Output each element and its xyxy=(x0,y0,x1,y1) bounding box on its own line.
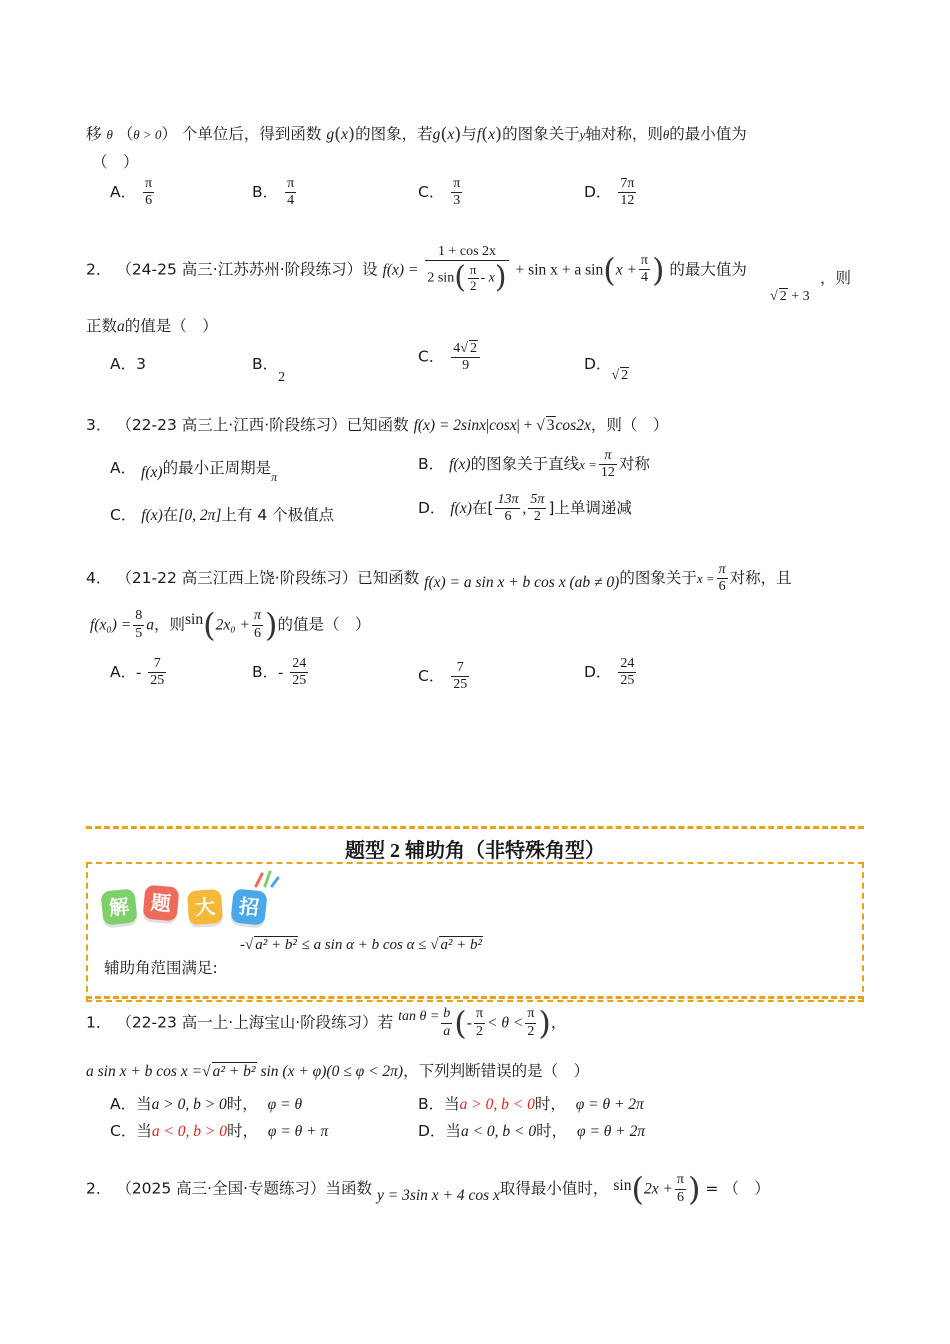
text: + 3 xyxy=(787,289,810,304)
frac-den: 2 xyxy=(469,277,477,293)
option-label: B． xyxy=(252,355,279,373)
text: 移 xyxy=(86,125,102,143)
condition: a < 0, b < 0 xyxy=(460,1123,537,1140)
condition: a > 0, b > 0 xyxy=(151,1096,227,1113)
section-title: 题型 2 辅助角（非特殊角型） xyxy=(345,840,605,862)
text: 当 xyxy=(136,1095,152,1113)
frac-den: 6 xyxy=(504,509,512,525)
question-source: （24-25 高三·江苏苏州·阶段练习）设 xyxy=(116,260,378,279)
text: + xyxy=(519,417,537,434)
q4-option-a[interactable] xyxy=(110,656,168,689)
tile-da: 大 xyxy=(187,889,223,925)
result: φ = θ xyxy=(267,1096,303,1113)
g-symbol: g xyxy=(326,126,335,143)
text: 当 xyxy=(136,1122,152,1140)
frac-den: 25 xyxy=(620,673,635,689)
theta-condition: θ > 0 xyxy=(133,127,162,142)
text: 个单位后，得到函数 xyxy=(181,125,322,143)
fx-expr: f(x) xyxy=(450,500,472,518)
frac-num: π xyxy=(252,608,263,625)
frac-num: 13π xyxy=(495,492,520,509)
q3-option-b[interactable] xyxy=(418,448,650,481)
frac-num: 24 xyxy=(290,656,308,673)
text: 取得最小值时， xyxy=(499,1179,609,1198)
option-label: B． xyxy=(252,663,279,682)
frac-den: 25 xyxy=(453,677,468,693)
q2-option-d[interactable]: D．√ 2 xyxy=(584,355,629,383)
expr: cosx xyxy=(489,417,517,434)
option-label: A． xyxy=(110,459,137,477)
theta-symbol: θ xyxy=(662,127,670,142)
text: 的最小正周期是 xyxy=(162,459,272,477)
text: 的值是（ ） xyxy=(277,615,371,634)
fx-expr: f(x) xyxy=(141,464,163,481)
text: ]上单调递减 xyxy=(548,499,632,518)
sqrt-arg: 3 xyxy=(546,417,555,434)
expr: y = 3sin x + 4 cos x xyxy=(376,1186,500,1204)
s1-option-a[interactable] xyxy=(110,1092,302,1114)
question-source: （21-22 高三江西上饶·阶段练习）已知函数 xyxy=(116,569,420,588)
option-label: D． xyxy=(584,663,612,682)
q-prev-line1: 移 θ （θ > 0） 个单位后，得到函数 g(x)的图象，若g(x)与f(x)的图象关于y轴对称，则θ的最小值为 xyxy=(86,124,747,145)
frac-den: 6 xyxy=(676,1189,684,1205)
interval: [0, 2π] xyxy=(178,507,222,524)
text: 的图象关于 xyxy=(502,125,580,143)
option-label: A． xyxy=(110,183,137,202)
q2-line1: 2． （24-25 高三·江苏苏州·阶段练习）设 f(x) = 1 + cos 2x 2 sin( $\frac{\pi}{2}$ - x) + sin x + a sin(x + $\frac{\pi}{4}$ ) 的最大值为 xyxy=(86,244,747,296)
s1-line2: a sin x + b cos x =√ a² + b² sin (x + φ)(0 ≤ φ < 2π)，下列判断错误的是（ ） xyxy=(86,1062,590,1080)
expr: f(x) = a sin x + b cos x (ab ≠ 0) xyxy=(424,574,620,592)
sin-term: + sin x + a sin xyxy=(515,261,604,279)
question-number: 4． xyxy=(86,569,112,588)
text: ，则（ ） xyxy=(590,416,669,434)
frac-den: 6 xyxy=(718,579,726,595)
text: 与 xyxy=(461,125,477,143)
question-source: （2025 高三·全国·专题练习）当函数 xyxy=(116,1179,373,1198)
frac-num: 24 xyxy=(618,656,636,673)
frac-den: a xyxy=(443,1023,451,1039)
text: ，则 xyxy=(153,615,185,634)
q-prev-option-d[interactable] xyxy=(584,176,638,209)
frac-num: π xyxy=(469,261,477,277)
option-value: 3 xyxy=(136,355,146,373)
option-label: C． xyxy=(418,183,445,202)
q-prev-option-b[interactable] xyxy=(252,176,298,209)
frac-den: 4 xyxy=(287,193,295,209)
q2-option-c[interactable]: C． $\frac{4√ 2}{9}$ xyxy=(418,340,482,374)
text: 时， xyxy=(226,1095,258,1113)
text: ≤ a sin α + b cos α ≤ xyxy=(297,937,431,953)
text: 的最大值为 xyxy=(669,260,747,279)
text: < θ < xyxy=(487,1014,524,1032)
tile-ti: 题 xyxy=(143,885,180,922)
theta-symbol: θ xyxy=(106,127,113,142)
q3-line1: 3． （22-23 高三上·江西·阶段练习）已知函数 f(x) = 2sinx|cosx| + √ 3cos2x，则（ ） xyxy=(86,416,669,434)
option-label: D． xyxy=(584,355,612,373)
q2-tail: ，则 xyxy=(820,269,852,287)
q4-option-b[interactable] xyxy=(252,656,310,689)
frac-num: 7 xyxy=(148,656,166,673)
frac-num: π xyxy=(639,253,650,270)
q2-max-value: √ 2 + 3 xyxy=(770,289,810,304)
text: sin xyxy=(185,610,204,628)
frac-den: 3 xyxy=(453,193,461,209)
q4-option-c[interactable] xyxy=(418,660,471,693)
option-label: C． xyxy=(110,506,137,524)
q-prev-option-a[interactable] xyxy=(110,176,156,209)
text: 轴对称，则 xyxy=(585,125,663,143)
expr: sin (x + φ)(0 ≤ φ < 2π) xyxy=(256,1063,404,1080)
text: tan θ = xyxy=(398,1008,440,1024)
a-symbol: a xyxy=(117,318,125,335)
text: - xyxy=(466,1014,472,1032)
tile-zhao: 招 xyxy=(230,888,267,925)
sign: - xyxy=(278,664,284,682)
result: φ = θ + π xyxy=(267,1123,329,1140)
option-label: B． xyxy=(252,183,279,202)
sqrt-arg: a² + b² xyxy=(440,937,483,953)
text: 的图象，若 xyxy=(355,125,433,143)
frac-den: 2 xyxy=(475,1023,483,1039)
text: 的图象关于直线 xyxy=(470,455,580,474)
text: 在[ xyxy=(471,499,494,518)
frac-den: 2 xyxy=(527,1023,535,1039)
result: φ = θ + 2π xyxy=(577,1123,646,1140)
frac-den: 12 xyxy=(600,465,615,481)
f-symbol: f xyxy=(476,126,482,143)
s1-line1: 1． （22-23 高一上·上海宝山·阶段练习）若 tan θ = $\frac{b}{a}$ (- $\frac{\pi}{2}$ < θ < $\frac{\pi}{2}$ )， xyxy=(86,1004,567,1042)
frac-num: b xyxy=(441,1006,452,1023)
text: 对称，且 xyxy=(729,569,792,588)
sqrt-arg: 2 xyxy=(621,368,629,383)
frac-den: 2 xyxy=(533,509,541,525)
fx-expr: f(x) = xyxy=(382,261,419,279)
frac-den: 5 xyxy=(135,625,143,641)
option-value: 2 xyxy=(278,370,286,385)
expr: a sin x + b cos x = xyxy=(86,1063,203,1080)
question-source: （22-23 高一上·上海宝山·阶段练习）若 xyxy=(116,1013,394,1032)
sqrt-arg: a² + b² xyxy=(212,1063,256,1080)
frac-num: 7 xyxy=(451,660,469,677)
tile-jie: 解 xyxy=(100,888,137,925)
question-number: 3． xyxy=(86,416,112,434)
option-label: D． xyxy=(584,183,612,202)
option-label: C． xyxy=(418,667,445,686)
frac-den: 2 sin xyxy=(427,270,455,286)
a-symbol: a xyxy=(146,616,154,634)
option-label: B． xyxy=(418,455,445,474)
text: = （ ） xyxy=(705,1179,770,1198)
q4-line2: f(x₀) = $\frac{8}{5}$ a，则sin(2x₀ + $\frac{\pi}{6}$ )的值是（ ） xyxy=(90,606,371,644)
text: （ xyxy=(117,125,134,143)
option-label: B． xyxy=(418,1095,445,1113)
text: sin xyxy=(613,1176,632,1194)
text: 当 xyxy=(445,1122,461,1140)
option-label: A． xyxy=(110,355,137,373)
s1-option-b[interactable] xyxy=(418,1092,644,1114)
fx-expr: f(x) xyxy=(141,507,163,524)
q3-option-a[interactable] xyxy=(110,456,278,484)
option-label: C． xyxy=(110,1122,137,1140)
q-prev-answer-paren: （ ） xyxy=(92,153,139,171)
text: - x xyxy=(480,270,495,286)
x-symbol: x xyxy=(447,126,455,143)
text: x + xyxy=(615,261,637,279)
fx-expr: f(x) xyxy=(449,456,471,474)
text: , xyxy=(522,500,527,518)
s1-option-c[interactable] xyxy=(110,1119,328,1141)
q-prev-option-c[interactable] xyxy=(418,176,464,209)
x-symbol: x xyxy=(341,126,349,143)
q3-option-d[interactable] xyxy=(418,492,632,525)
option-label: C． xyxy=(418,347,445,366)
text: 在 xyxy=(162,506,179,524)
expr: cos2x xyxy=(555,417,591,434)
frac-num: 8 xyxy=(133,608,144,625)
text: 的最小值为 xyxy=(669,125,747,143)
option-label: A． xyxy=(110,1095,137,1113)
question-number: 2． xyxy=(86,1179,112,1198)
text: 2x + xyxy=(643,1180,673,1198)
q2-option-b[interactable] xyxy=(252,352,286,385)
q4-option-d[interactable] xyxy=(584,656,638,689)
frac-num: π xyxy=(675,1172,686,1189)
frac-den: 6 xyxy=(253,625,261,641)
g-symbol: g xyxy=(432,126,441,143)
sparkle-icon xyxy=(252,868,280,890)
frac-num: 7π xyxy=(618,176,636,193)
text: x = xyxy=(696,571,715,587)
frac-den: 25 xyxy=(292,673,307,689)
frac-num: π xyxy=(285,176,296,193)
tips-box xyxy=(86,862,864,1002)
text: - xyxy=(240,937,245,953)
tips-formula: -√ a² + b² ≤ a sin α + b cos α ≤ √ a² + b² xyxy=(240,937,483,953)
s2-line1: 2． （2025 高三·全国·专题练习）当函数 y = 3sin x + 4 cos x取得最小值时， sin(2x + $\frac{\pi}{6}$ ) = （ ） xyxy=(86,1170,770,1208)
frac-num: π xyxy=(599,448,617,465)
text: 上有 4 个极值点 xyxy=(221,506,335,524)
option-label: D． xyxy=(418,1122,446,1140)
frac-den: 12 xyxy=(620,193,635,209)
text: x = xyxy=(579,457,597,473)
frac-num: π xyxy=(525,1006,536,1023)
text: 对称 xyxy=(618,455,650,474)
frac-num: π xyxy=(474,1006,485,1023)
expr: f(x) = 2sinx xyxy=(413,417,487,434)
sqrt-arg: 2 xyxy=(779,289,787,304)
section-divider-bottom xyxy=(86,996,864,999)
frac-num: π xyxy=(451,176,462,193)
y-symbol: y xyxy=(579,127,586,142)
text: ，下列判断错误的是（ ） xyxy=(403,1062,590,1080)
frac-den: 4 xyxy=(640,270,648,286)
question-number: 2． xyxy=(86,260,112,279)
text: 时， xyxy=(536,1122,568,1140)
text: 时， xyxy=(534,1095,566,1113)
option-label: A． xyxy=(110,663,137,682)
text: 的值是（ ） xyxy=(124,317,218,335)
condition: a > 0, b < 0 xyxy=(459,1096,535,1113)
sqrt-arg: 2 xyxy=(469,341,477,356)
text: 2x₀ + xyxy=(215,616,250,634)
frac-den: 9 xyxy=(462,358,470,374)
text: 正数 xyxy=(86,317,118,335)
q2-option-a[interactable] xyxy=(110,352,146,374)
section-divider xyxy=(86,826,864,829)
sqrt-arg: a² + b² xyxy=(255,937,297,953)
expr: f(x₀) = xyxy=(90,616,132,634)
frac-den: 25 xyxy=(150,673,165,689)
q3-option-c[interactable] xyxy=(110,503,334,525)
text: ） xyxy=(161,125,177,143)
question-number: 1． xyxy=(86,1013,112,1032)
text: 的图象关于 xyxy=(619,569,697,588)
q4-line1 xyxy=(86,562,792,595)
question-source: （22-23 高三上·江西·阶段练习）已知函数 xyxy=(116,416,409,434)
q2-line2 xyxy=(86,314,218,336)
sign: - xyxy=(136,664,142,682)
text: ， xyxy=(550,1013,567,1032)
text: 当 xyxy=(444,1095,460,1113)
option-value: π xyxy=(271,470,278,484)
condition: a < 0, b > 0 xyxy=(151,1123,228,1140)
frac-num: π xyxy=(143,176,154,193)
frac-num: 1 + cos 2x xyxy=(425,244,508,261)
s1-option-d[interactable] xyxy=(418,1119,645,1141)
x-symbol: x xyxy=(488,126,496,143)
coef: 4 xyxy=(453,341,461,356)
text: 时， xyxy=(227,1122,259,1140)
result: φ = θ + 2π xyxy=(575,1096,644,1113)
tips-label: 辅助角范围满足: xyxy=(104,959,218,977)
option-label: D． xyxy=(418,499,446,518)
frac-num: π xyxy=(717,562,728,579)
frac-num: 5π xyxy=(528,492,546,509)
frac-den: 6 xyxy=(145,193,153,209)
